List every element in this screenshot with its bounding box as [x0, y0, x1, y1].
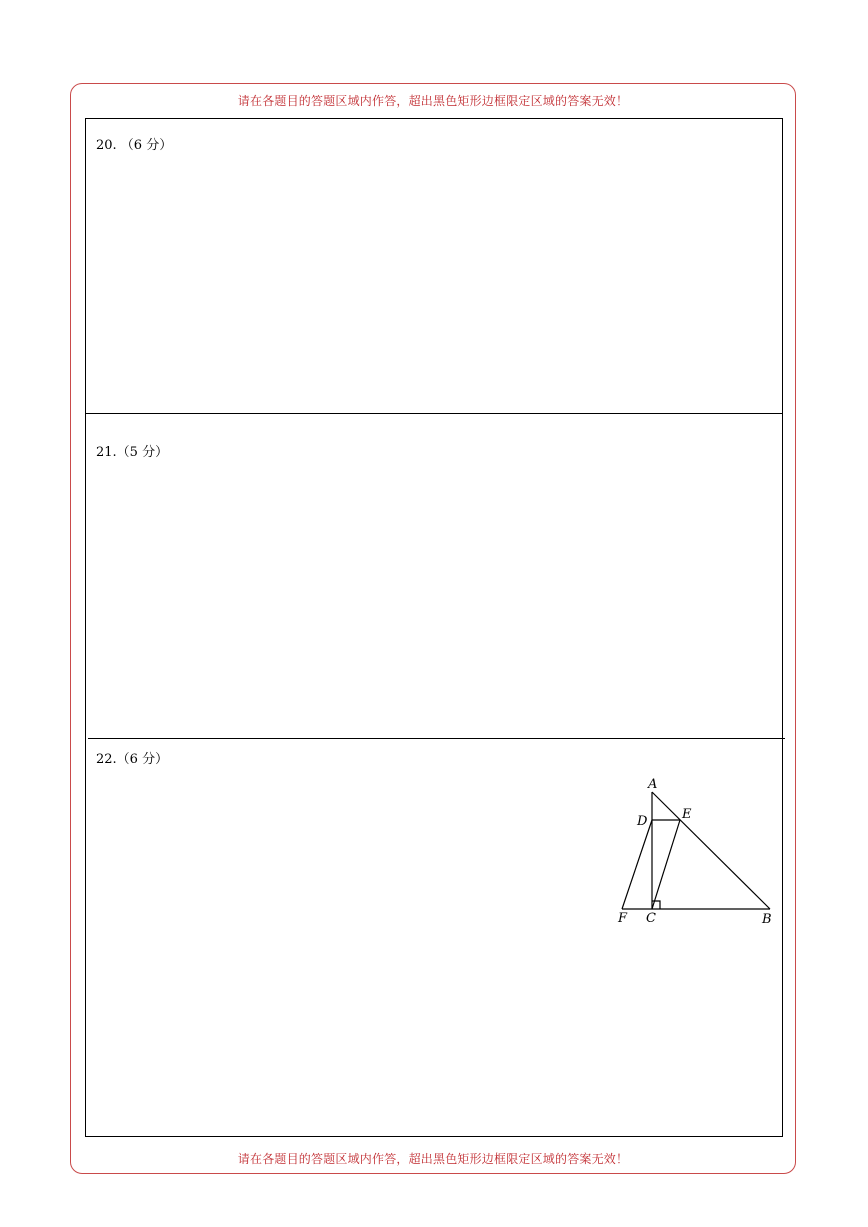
- geometry-figure: [612, 772, 782, 932]
- top-notice: 请在各题目的答题区域内作答，超出黑色矩形边框限定区域的答案无效！: [237, 94, 629, 108]
- point-e-label: E: [682, 807, 692, 822]
- point-d-label: D: [637, 814, 648, 829]
- divider-21-22: [88, 738, 785, 739]
- question-21-label: 21.（5 分）: [96, 445, 169, 460]
- question-20-label: 20. （6 分）: [96, 138, 173, 153]
- point-c-label: C: [646, 911, 656, 926]
- point-f-label: F: [618, 911, 628, 926]
- segment-fd: [622, 820, 652, 909]
- segment-ab: [652, 792, 770, 909]
- divider-20-21: [85, 413, 783, 414]
- question-22-label: 22.（6 分）: [96, 752, 169, 767]
- point-b-label: B: [762, 912, 772, 927]
- answer-box: [85, 118, 783, 1137]
- bottom-notice: 请在各题目的答题区域内作答，超出黑色矩形边框限定区域的答案无效！: [237, 1152, 629, 1166]
- segment-ce: [652, 820, 680, 909]
- point-a-label: A: [648, 777, 658, 792]
